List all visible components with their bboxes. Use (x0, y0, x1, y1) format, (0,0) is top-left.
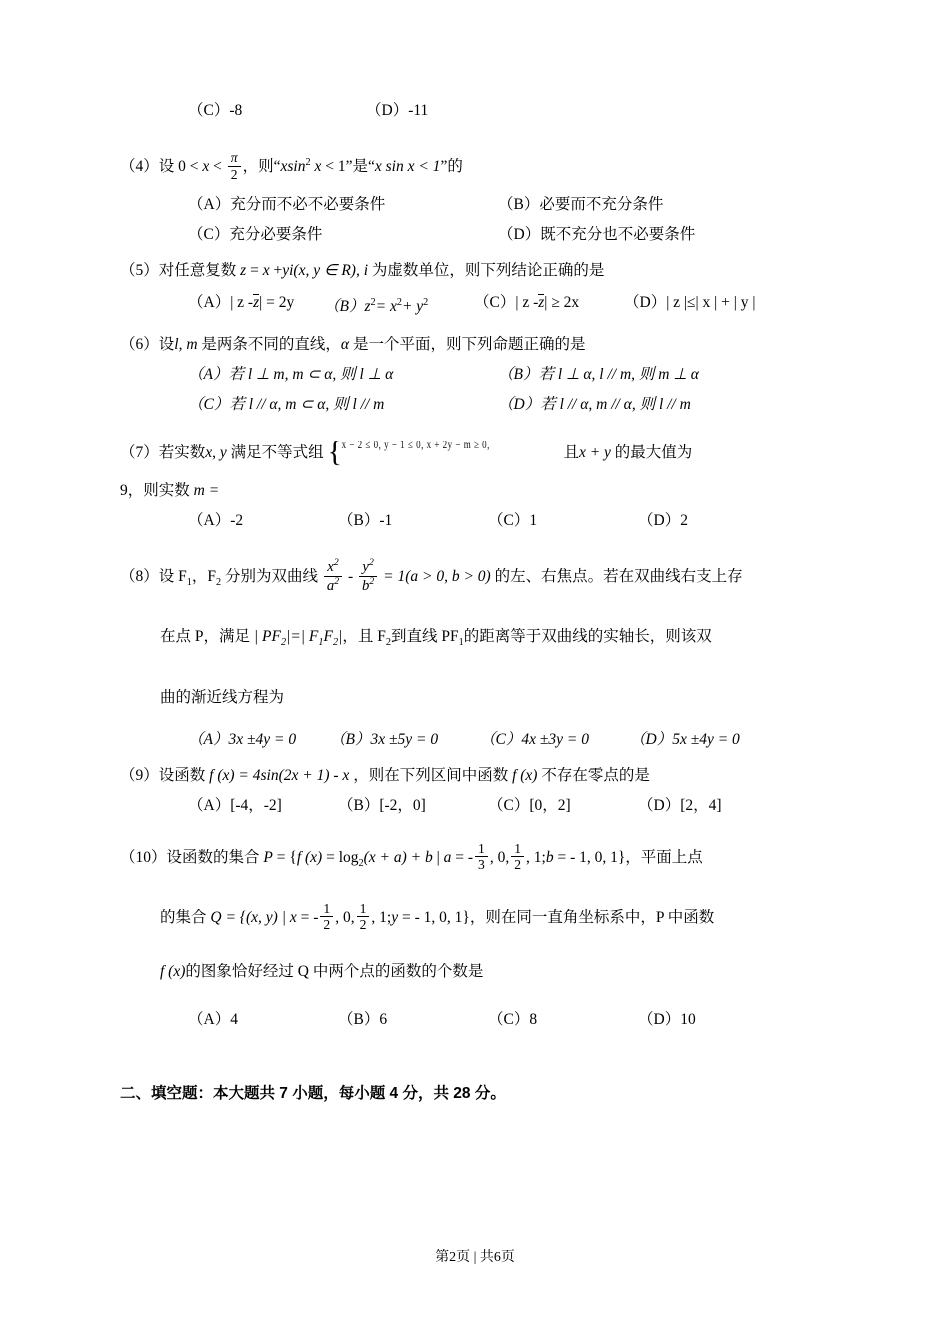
q10-l3: 的图象恰好经过 Q 中两个点的函数的个数是 (185, 962, 484, 980)
q8-l2-post2: 到直线 PF (390, 628, 459, 646)
q5-yi: yi (282, 262, 294, 280)
q8-eq: = 1(a > 0, b > 0) (383, 568, 491, 586)
q10-f: f (x) (296, 848, 323, 866)
q7-nine: 9，则实数 (120, 482, 190, 500)
q8-f2: ，F (191, 568, 216, 586)
q10-number: （10） (120, 848, 167, 866)
question-4-options-row-1 (120, 190, 830, 220)
q4-e2: x sin x < 1 (374, 158, 441, 176)
q10-bar: | (436, 848, 440, 866)
q7-mid: 满足不等式组 (230, 444, 324, 462)
q6-tail: 是一个平面，则下列命题正确的是 (352, 336, 586, 354)
q5-number: （5） (120, 262, 159, 280)
question-6 (120, 330, 830, 420)
question-6-options-row-2 (120, 390, 830, 420)
q5b-sup1: 2 (370, 297, 376, 309)
question-9 (120, 761, 830, 821)
q8-l2-post: ，且 F (342, 628, 386, 646)
q10-a: a (443, 848, 452, 866)
q9-option-b[interactable]: （B）[-2，0] (338, 796, 426, 814)
q8-l2-f2: F (323, 628, 333, 646)
q10-l2-eqm: = - (300, 908, 319, 926)
q10-Q: Q (210, 908, 222, 926)
q9-f2: f (x) (512, 766, 538, 784)
q5-z: z (240, 262, 247, 280)
q5a-zbar: z (253, 294, 260, 312)
q10-fr1d: 3 (478, 857, 485, 872)
question-10-options (120, 1005, 830, 1035)
q9-eq: = 4sin(2x + 1) - (238, 766, 339, 784)
q8-l2-close: | (338, 628, 343, 646)
q4-e1x2: x (314, 158, 322, 176)
q8-pf2: | PF (253, 628, 281, 646)
q8-frac-x2-a2 (324, 558, 342, 594)
q4-e1sin: sin (287, 158, 306, 176)
q6-alpha: α (340, 336, 350, 354)
question-10-stem-line2 (120, 891, 830, 945)
q7-option-c[interactable]: （C）1 (488, 512, 538, 530)
q8-l3: 曲的渐近线方程为 (160, 688, 285, 706)
q9-option-d[interactable]: （D）[2，4] (638, 796, 722, 814)
brace-icon: { (327, 440, 342, 467)
q4-pre: 设 0 < (158, 158, 199, 176)
q6-lm: l, m (174, 336, 198, 354)
q7-m: m = (193, 482, 220, 500)
question-5-stem (120, 256, 830, 286)
q10-l2fr2-d: 2 (359, 917, 367, 933)
question-8-stem-line2 (120, 610, 830, 670)
top-options-row (120, 96, 830, 126)
q7-sys-row-3: x + 2y − m ≥ 0, (426, 440, 490, 450)
q10-b: b (425, 848, 433, 866)
question-8-options (120, 725, 830, 755)
q10-zero: , 0, (489, 848, 510, 866)
q8-f1-sub: 1 (186, 577, 192, 589)
q9-tail: 不存在零点的是 (541, 766, 650, 784)
q9-f: f (x) (209, 766, 235, 784)
q10-fr1n: 1 (475, 841, 488, 857)
question-4-options-row-2 (120, 220, 830, 250)
q4-option-d[interactable]: （D）既不充分也不必要条件 (498, 226, 696, 244)
q5a-pre: （A）| z - (188, 294, 254, 312)
q10-eqb: = - 1, 0, 1} (557, 848, 626, 866)
q4-option-c[interactable]: （C）充分必要条件 (188, 226, 323, 244)
q10-frac-1-3 (475, 841, 488, 873)
q10-l2-tail: ，则在同一直角坐标系中，P 中函数 (469, 908, 715, 926)
q8-minus: - (347, 568, 354, 586)
q5-option-b[interactable] (324, 286, 474, 324)
question-5-options (120, 286, 830, 324)
q10-onesemi: , 1; (526, 848, 546, 866)
q4-lt: < (213, 158, 222, 176)
q10-option-a[interactable]: （A）4 (188, 1010, 238, 1028)
q9-pre: 设函数 (158, 766, 206, 784)
q6-number: （6） (120, 336, 159, 354)
q5-option-a[interactable] (188, 286, 324, 324)
q10-l2-semi: , 1; (371, 908, 392, 926)
q10-l3-f: f (x) (160, 962, 186, 980)
q8-frac2-den: $b^2$ (362, 575, 375, 594)
q10-l2-mid: , 0, (335, 908, 355, 926)
q8-f2-sub: 2 (216, 577, 222, 589)
q10-l2-eq: = {(x, y) | (225, 908, 286, 926)
q9-option-a[interactable]: （A）[-4，-2] (188, 796, 282, 814)
q7-system-brace (328, 441, 560, 467)
q8-frac-y2-b2 (359, 558, 377, 594)
q8-f1sub2: 1 (318, 637, 324, 649)
q5-x: x (262, 262, 270, 280)
q10-fr2n: 1 (511, 841, 524, 857)
question-8-stem-line1 (120, 550, 830, 610)
q8-frac1-den: $a^2$ (326, 575, 340, 594)
q6-option-a[interactable]: （A）若 l ⊥ m, m ⊂ α, 则 l ⊥ α (188, 366, 394, 384)
q4-option-a[interactable]: （A）充分而不必不必要条件 (188, 196, 386, 214)
q8-l2-mid: |=| F (286, 628, 319, 646)
question-7-options (120, 506, 830, 536)
q4-number: （4） (120, 158, 159, 176)
q7-xy: x, y (205, 444, 227, 462)
q10-l2-frac-1-2a (320, 901, 333, 933)
question-6-options-row-1 (120, 360, 830, 390)
question-7-stem-line2 (120, 476, 830, 506)
q5-eq: = (250, 262, 259, 280)
q7-number: （7） (120, 444, 159, 462)
q9-number: （9） (120, 766, 159, 784)
q5c-pre: （C）| z - (474, 294, 539, 312)
q9-mid: ，则在下列区间中函数 (353, 766, 509, 784)
q10-l2fr-d: 2 (323, 917, 331, 933)
q10-option-d[interactable]: （D）10 (638, 1010, 696, 1028)
question-10-stem-line3 (120, 945, 830, 999)
q8-tail: 的左、右焦点。若在双曲线右支上存 (494, 568, 743, 586)
q8-pf2-sub: 2 (280, 637, 287, 649)
q5b-sup2: 2 (396, 297, 402, 309)
q4-frac-den: 2 (230, 166, 238, 182)
q4-option-b[interactable]: （B）必要而不充分条件 (498, 196, 664, 214)
q10-l2-pre: 的集合 (160, 908, 207, 926)
q10-l2fr2-n: 1 (357, 901, 370, 917)
q6-pre: 设 (158, 336, 175, 354)
q5c-post: | ≥ 2x (544, 294, 580, 312)
q5-pre: 对任意复数 (158, 262, 237, 280)
q7-option-b[interactable]: （B）-1 (338, 512, 393, 530)
q8-mid: 分别为双曲线 (224, 568, 318, 586)
q10-l2-y: y (391, 908, 399, 926)
question-9-options (120, 791, 830, 821)
q5c-zbar: z (538, 294, 545, 312)
q8-option-d[interactable]: （D）5x ±4y = 0 (630, 730, 740, 748)
question-8 (120, 550, 830, 754)
q10-l2-eqy: = - 1, 0, 1} (401, 908, 470, 926)
q10-frac-1-2 (511, 841, 524, 873)
q9-option-c[interactable]: （C）[0，2] (488, 796, 571, 814)
q5-plus: + (273, 262, 283, 280)
q6-mid: 是两条不同的直线， (201, 336, 341, 354)
q5b-2: = x (375, 298, 397, 316)
q10-pre: 设函数的集合 (166, 848, 260, 866)
q10-xa: (x + a) + (363, 848, 422, 866)
q8-number: （8） (120, 568, 159, 586)
question-9-stem (120, 761, 830, 791)
q7-post: 的最大值为 (614, 444, 693, 462)
q8-pf1sub: 1 (458, 637, 464, 649)
q10-l2-frac-1-2b (357, 901, 370, 933)
q4-e1sup: 2 (305, 157, 311, 168)
q10-eq: = { (276, 848, 297, 866)
q5b-sup3: 2 (423, 297, 429, 309)
question-7 (120, 430, 830, 536)
option-d: （D）-11 (366, 102, 429, 119)
q6-option-c[interactable]: （C）若 l // α, m ⊂ α, 则 l // m (188, 396, 385, 414)
q10-option-c[interactable]: （C）8 (488, 1010, 538, 1028)
q5a-post: | = 2y (259, 294, 295, 312)
q8-l2-post3: 的距离等于双曲线的实轴长，则该双 (463, 628, 712, 646)
q10-logsub: 2 (358, 857, 364, 869)
q5b-1: （B）z (324, 298, 371, 316)
question-7-stem (120, 430, 830, 476)
q8-f1: 设 F (158, 568, 187, 586)
q10-P: P (263, 848, 273, 866)
q8-option-a[interactable]: （A）3x ±4y = 0 (188, 730, 297, 748)
q10-l2-x: x (289, 908, 297, 926)
q5-paren: (x, y ∈ R), i (293, 262, 369, 280)
q8-option-c[interactable]: （C）4x ±3y = 0 (480, 730, 589, 748)
q8-frac2-num: $y^2$ (359, 558, 377, 576)
q10-l2fr-n: 1 (320, 901, 333, 917)
q10-fr2d: 2 (514, 857, 522, 872)
q4-then: ，则“ (242, 158, 281, 176)
q8-frac1-num: $x^2$ (324, 558, 342, 576)
question-10-stem-line1 (120, 831, 830, 891)
q7-and: 且 (563, 444, 579, 462)
q4-e1x: x (280, 158, 288, 176)
section-title-fill-in-blank: 二、填空题：本大题共 7 小题，每小题 4 分，共 28 分。 (120, 1084, 506, 1102)
option-c: （C）-8 (188, 102, 243, 119)
q10-eqm: = - (455, 848, 474, 866)
q8-option-b[interactable]: （B）3x ±5y = 0 (330, 730, 439, 748)
q4-mid: ”是“ (345, 158, 375, 176)
q7-option-a[interactable]: （A）-2 (188, 512, 244, 530)
q8-f2sub2: 2 (332, 637, 339, 649)
q5-tail: 为虚数单位，则下列结论正确的是 (371, 262, 605, 280)
q7-sys-row-1: x − 2 ≤ 0, (341, 440, 382, 450)
q10-b2: b (545, 848, 554, 866)
q7-xplusy: x + y (578, 444, 611, 462)
q4-frac-num: π (228, 150, 241, 166)
question-4 (120, 140, 830, 250)
q10-log: = log (326, 848, 359, 866)
q4-e1lt: < 1 (325, 158, 346, 176)
q7-option-d[interactable]: （D）2 (638, 512, 688, 530)
page-footer: 第2页 | 共6页 (435, 1250, 515, 1265)
q5b-3: + y (401, 298, 424, 316)
q4-fraction-pi-2 (228, 150, 241, 182)
q7-pre: 若实数 (158, 444, 206, 462)
q6-option-b[interactable]: （B）若 l ⊥ α, l // m, 则 m ⊥ α (498, 366, 699, 384)
q10-option-b[interactable]: （B）6 (338, 1010, 388, 1028)
q5-option-c[interactable] (474, 286, 624, 324)
question-10 (120, 831, 830, 1035)
q6-option-d[interactable]: （D）若 l // α, m // α, 则 l // m (498, 396, 691, 414)
q7-sys-row-2: y − 1 ≤ 0, (384, 440, 424, 450)
q8-l2-pre: 在点 P，满足 (160, 628, 250, 646)
q5-option-d[interactable]: （D）| z |≤| x | + | y | (624, 294, 756, 312)
question-6-stem (120, 330, 830, 360)
q10-tail: ，平面上点 (625, 848, 703, 866)
q4-var-x: x (202, 158, 210, 176)
question-5 (120, 256, 830, 324)
q7-system-rows (342, 441, 490, 450)
q8-f2sub3: 2 (385, 637, 391, 649)
question-4-stem (120, 140, 830, 190)
q9-x: x (342, 766, 350, 784)
q4-tail: ”的 (440, 158, 463, 176)
question-8-stem-line3 (120, 671, 830, 725)
